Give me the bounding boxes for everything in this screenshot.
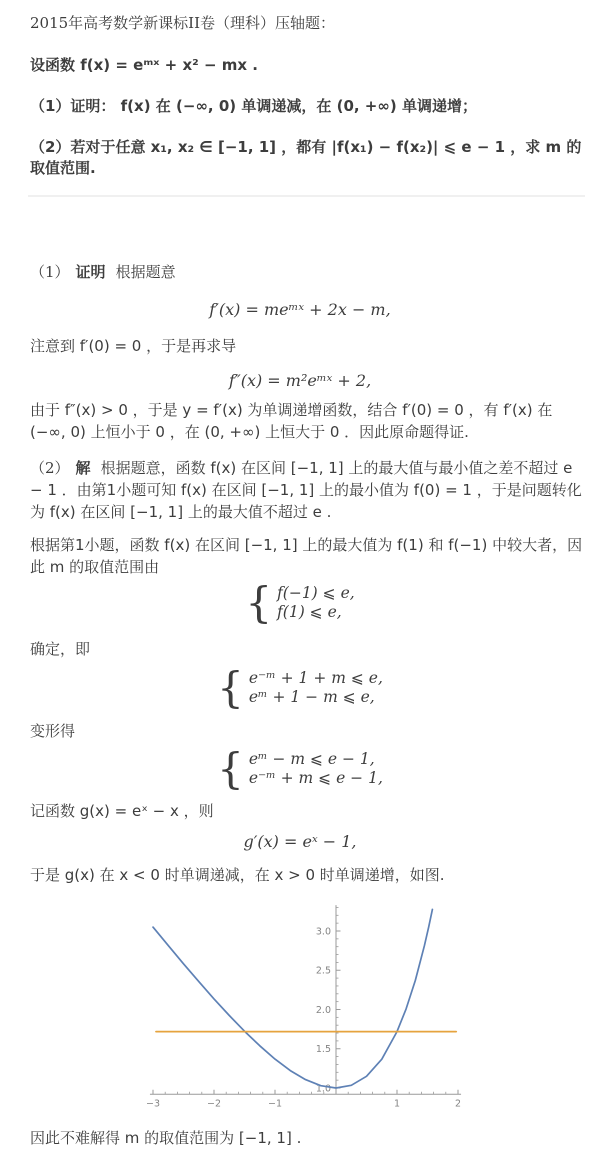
cases-equation-1 — [0, 578, 600, 627]
page-title: 2015年高考数学新课标II卷（理科）压轴题： — [30, 14, 336, 32]
cases2-line2: eᵐ + 1 − m ⩽ e, — [248, 688, 375, 706]
svg-text:2.5: 2.5 — [315, 965, 331, 977]
part1-intro-text: 根据题意 — [115, 263, 176, 281]
left-brace-icon: { — [217, 744, 244, 793]
cases1-line1: f(−1) ⩽ e, — [277, 584, 355, 602]
cases1-line2: f(1) ⩽ e, — [277, 603, 342, 621]
cases2-line1: e⁻ᵐ + 1 + m ⩽ e, — [248, 669, 383, 687]
svg-text:−3: −3 — [145, 1098, 161, 1110]
svg-text:3.0: 3.0 — [315, 926, 331, 938]
proof-keyword: 证明 — [75, 263, 106, 281]
solve-keyword: 解 — [75, 459, 91, 477]
svg-text:−2: −2 — [206, 1098, 222, 1110]
solution-paragraph-7: 变形得 — [30, 722, 76, 740]
svg-text:2.0: 2.0 — [315, 1004, 331, 1016]
svg-text:−1: −1 — [267, 1098, 283, 1110]
solution-part1-heading — [30, 261, 583, 283]
svg-text:1: 1 — [393, 1098, 401, 1110]
solution-paragraph-6: 确定，即 — [30, 640, 91, 658]
problem-part-1: （1）证明： f(x) 在 (−∞, 0) 单调递减，在 (0, +∞) 单调递增； — [30, 97, 477, 115]
left-brace-icon: { — [245, 578, 273, 627]
svg-text:2: 2 — [454, 1098, 462, 1110]
part2-intro-text: 根据题意，函数 f(x) 在区间 [−1, 1] 上的最大值与最小值之差不超过 e − 1 ．由第1小题可知 f(x) 在区间 [−1, 1] 上的最小值为 f(0) = 1 ，于是问题转化为 f(x) 在区间 [−1, 1] 上的最大值不超过 e . — [30, 459, 582, 521]
cases3-line2: e⁻ᵐ + m ⩽ e − 1, — [248, 769, 383, 787]
cases-equation-3 — [0, 744, 600, 793]
svg-text:1.5: 1.5 — [315, 1044, 331, 1056]
part2-label: （2） — [30, 459, 70, 477]
solution-paragraph-10: 因此不难解得 m 的取值范围为 [−1, 1] . — [30, 1129, 302, 1147]
cases-equation-2 — [0, 663, 600, 712]
section-divider — [28, 195, 585, 197]
function-graph — [0, 901, 600, 1119]
svg-text:1.0: 1.0 — [315, 1083, 331, 1095]
equation-f-prime: f′(x) = meᵐˣ + 2x − m, — [209, 300, 391, 319]
solution-paragraph-8: 记函数 g(x) = eˣ − x ，则 — [30, 802, 214, 820]
solution-paragraph-5: 根据第1小题，函数 f(x) 在区间 [−1, 1] 上的最大值为 f(1) 和 f(−1) 中较大者，因此 m 的取值范围由 — [30, 536, 583, 576]
solution-paragraph-9: 于是 g(x) 在 x < 0 时单调递减，在 x > 0 时单调递增，如图. — [30, 866, 445, 884]
problem-setup: 设函数 f(x) = eᵐˣ + x² − mx . — [30, 56, 258, 74]
solution-figure — [0, 901, 600, 1119]
problem-part-2: （2）若对于任意 x₁, x₂ ∈ [−1, 1] ，都有 |f(x₁) − f(x₂)| ⩽ e − 1 ，求 m 的取值范围. — [30, 138, 582, 177]
solution-paragraph-2: 注意到 f′(0) = 0 ，于是再求导 — [30, 337, 237, 355]
solution-part2-heading — [30, 457, 583, 523]
equation-g-prime: g′(x) = eˣ − 1, — [243, 832, 357, 851]
cases3-line1: eᵐ − m ⩽ e − 1, — [248, 750, 375, 768]
equation-f-double-prime: f″(x) = m²eᵐˣ + 2, — [228, 371, 372, 390]
solution-paragraph-3: 由于 f″(x) > 0 ，于是 y = f′(x) 为单调递增函数，结合 f′(0) = 0 ，有 f′(x) 在 (−∞, 0) 上恒小于 0 ，在 (0, +∞) 上恒大于 0 ．因此原命题得证. — [30, 401, 553, 441]
part1-label: （1） — [30, 263, 70, 281]
left-brace-icon: { — [217, 663, 244, 712]
